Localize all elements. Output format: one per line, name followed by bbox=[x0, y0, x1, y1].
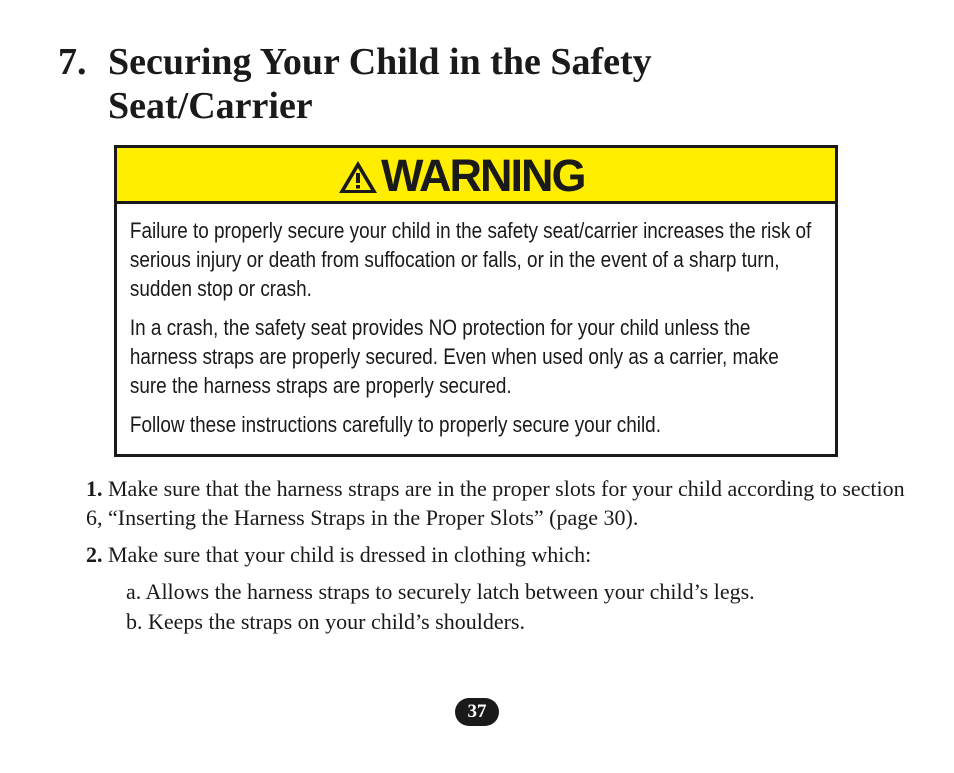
warning-paragraph: In a crash, the safety seat provides NO protection for your child unless the harness straps are properly secured. Even when used only as a carrier, make sure the harness straps are properly secured. bbox=[129, 315, 779, 398]
warning-heading: WARNING bbox=[381, 150, 585, 201]
step-2-substeps bbox=[86, 577, 906, 637]
section-title-line1: Securing Your Child in the Safety bbox=[108, 41, 652, 83]
step-text: Make sure that the harness straps are in the proper slots for your child according to section 6, “Inserting the Harness Straps in the Proper Slots” (page 30). bbox=[86, 476, 905, 530]
warning-paragraph: Follow these instructions carefully to properly secure your child. bbox=[129, 412, 661, 437]
step-2 bbox=[86, 540, 906, 569]
section-title bbox=[58, 40, 918, 128]
instruction-steps bbox=[86, 474, 906, 637]
warning-body bbox=[117, 204, 830, 439]
step-number: 2. bbox=[86, 542, 103, 567]
substep-item: b. Keeps the straps on your child’s shoulders. bbox=[126, 609, 525, 634]
section-number: 7. bbox=[58, 41, 87, 83]
step-text: Make sure that your child is dressed in clothing which: bbox=[108, 542, 592, 567]
step-number: 1. bbox=[86, 476, 103, 501]
warning-triangle-icon bbox=[337, 159, 379, 195]
warning-paragraph: Failure to properly secure your child in the safety seat/carrier increases the risk of serious injury or death from suffocation or falls, or in the event of a sharp turn, sudden stop or crash. bbox=[129, 218, 812, 301]
substep-item: a. Allows the harness straps to securely latch between your child’s legs. bbox=[126, 579, 755, 604]
step-1 bbox=[86, 474, 906, 532]
page-number-badge: 37 bbox=[455, 698, 499, 726]
warning-header bbox=[117, 148, 835, 204]
section-title-line2: Seat/Carrier bbox=[108, 85, 313, 127]
warning-box bbox=[114, 145, 838, 457]
